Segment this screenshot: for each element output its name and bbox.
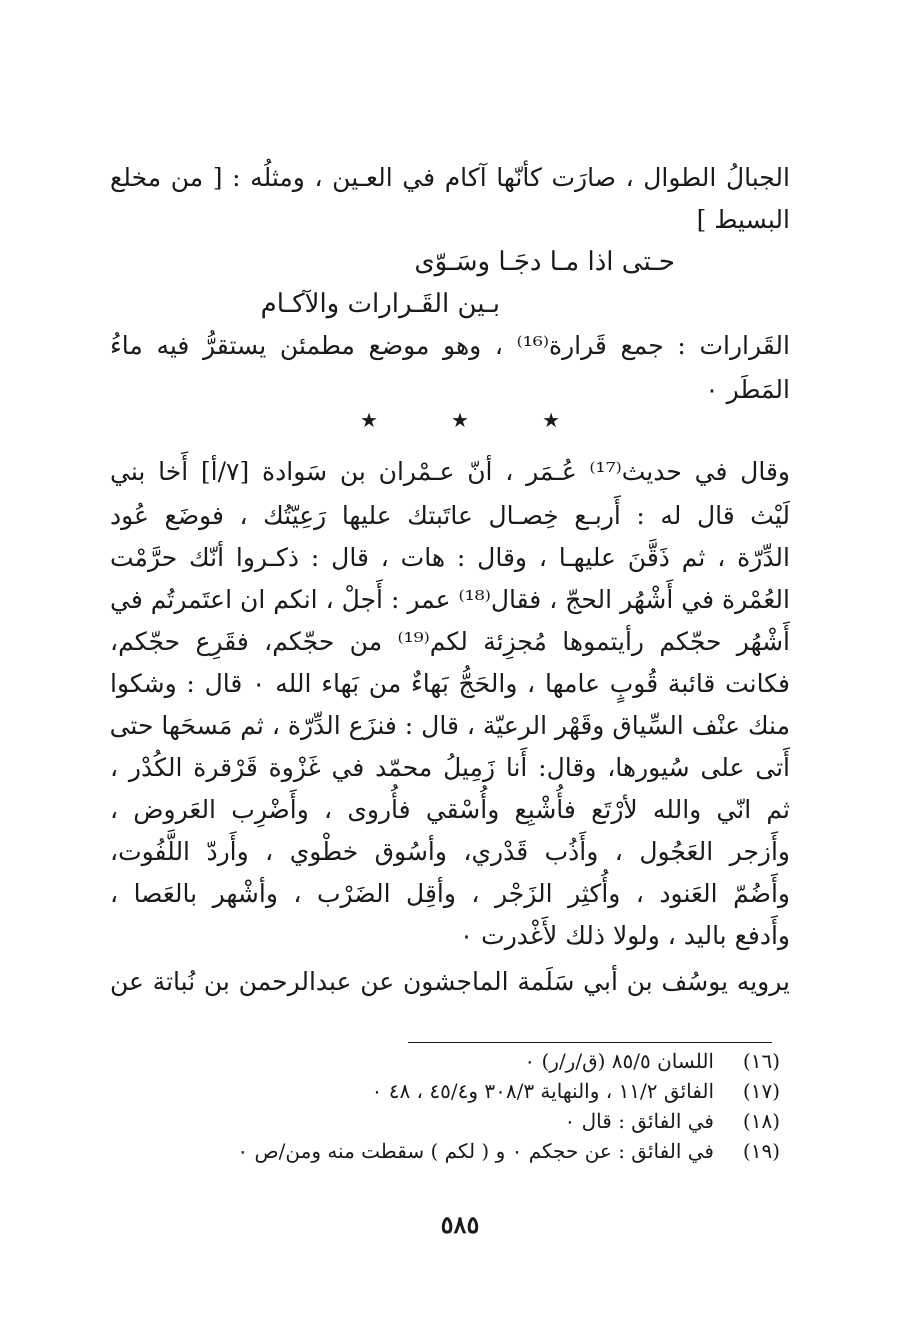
body-line-6: فكانت قائبة قُوبٍ عامها ، والحَجُّ بَهاءٌ من بَهاء الله ٠ قال : وشكوا: [110, 669, 790, 698]
footnote-19: [237, 1136, 780, 1166]
footnote-separator: [408, 1042, 772, 1043]
footnote-number: (١٩): [742, 1139, 780, 1163]
footnote-text: في الفائق : قال ٠: [564, 1109, 714, 1133]
body-line-7: منك عنْف السِّياق وقَهْر الرعيّة ، قال : فنزَع الدِّرّة ، ثم مَسحَها حتى: [109, 711, 790, 740]
section-divider-stars: [360, 408, 560, 432]
verse-second-hemistich: بـين القَـرارات والآكـام: [260, 289, 500, 319]
body-line-1: وقال في حديث⁽¹⁷⁾ عُـمَر ، أنّ عـمْران بن سَوادة [٧/أ] أَخا بني: [110, 457, 790, 486]
body-line-8: أَتى على سُيورها، وقال: أَنا زَمِيلُ محمّد في غَزْوة قَرْقرة الكُدْر ،: [110, 753, 790, 782]
verse-first-hemistich: حـتى اذا مـا دجَـا وسَـوّى: [414, 247, 675, 277]
explanation-line-2: المَطَر ٠: [705, 375, 790, 404]
footnote-number: (١٦): [742, 1049, 780, 1073]
footnote-text: اللسان ٨٥/٥ (ق/ر/ر) ٠: [524, 1049, 714, 1073]
body-line-9: ثم انّي والله لأرْتَع فأُشْبِع وأُسْقي فأُروى ، وأَضْرِب العَروض ،: [110, 795, 790, 824]
text-line-2: البسيط ]: [696, 205, 790, 234]
star-icon: ★: [360, 408, 378, 432]
body-line-4: العُمْرة في أَشْهُر الحجّ ، فقال⁽¹⁸⁾ عمر : أَجلْ ، انكم ان اعتَمرتُم في: [110, 585, 790, 614]
body-line-3: الدِّرّة ، ثم ذَقَّنَ عليهـا ، وقال : هات ، قال : ذكـروا أنّك حرَّمْت: [110, 543, 790, 572]
page-number: ٥٨٥: [440, 1210, 480, 1239]
star-icon: ★: [542, 408, 560, 432]
explanation-line-1: القَرارات : جمع قَرارة⁽¹⁶⁾ ، وهو موضع مطمئن يستقرُّ فيه ماءُ: [110, 331, 790, 360]
footnote-number: (١٧): [742, 1079, 780, 1103]
body-line-5: أَشْهُر حجّكم رأيتموها مُجزِئة لكم⁽¹⁹⁾ من حجّكم، فقَرِع حجّكم،: [110, 627, 790, 656]
footnote-17: [372, 1076, 780, 1106]
footnote-text: الفائق ١١/٢ ، والنهاية ٣٠٨/٣ و٤٥/٤ ، ٤٨ ٠: [371, 1079, 714, 1103]
footnote-text: في الفائق : عن حجكم ٠ و ( لكم ) سقطت منه ومن/ص ٠: [237, 1139, 714, 1163]
body-line-2: لَيْث قال له : أَربـع خِصـال عاتَبتك عليها رَعِيّتُك ، فوضَع عُود: [110, 501, 790, 530]
body-line-10: وأَزجر العَجُول ، وأَذُب قَدْري، وأسُوق خطْوي ، وأَردّ اللَّفُوت،: [110, 837, 790, 866]
star-icon: ★: [451, 408, 469, 432]
footnote-number: (١٨): [742, 1109, 780, 1133]
text-line-1: الجبالُ الطوال ، صارَت كأنّها آكام في العـين ، ومثلُه : [ من مخلع: [110, 163, 790, 192]
body-line-13: يرويه يوسُف بن أبي سَلَمة الماجشون عن عبدالرحمن بن نُباتة عن: [110, 967, 790, 996]
footnote-18: [565, 1106, 780, 1136]
body-line-11: وأَضُمّ العَنود ، وأُكثِر الزَجْر ، وأقِل الضَرْب ، وأشْهر بالعَصا ،: [110, 879, 790, 908]
body-line-12: وأَدفع باليد ، ولولا ذلك لأَغْدرت ٠: [459, 921, 790, 950]
footnote-16: [524, 1046, 780, 1076]
